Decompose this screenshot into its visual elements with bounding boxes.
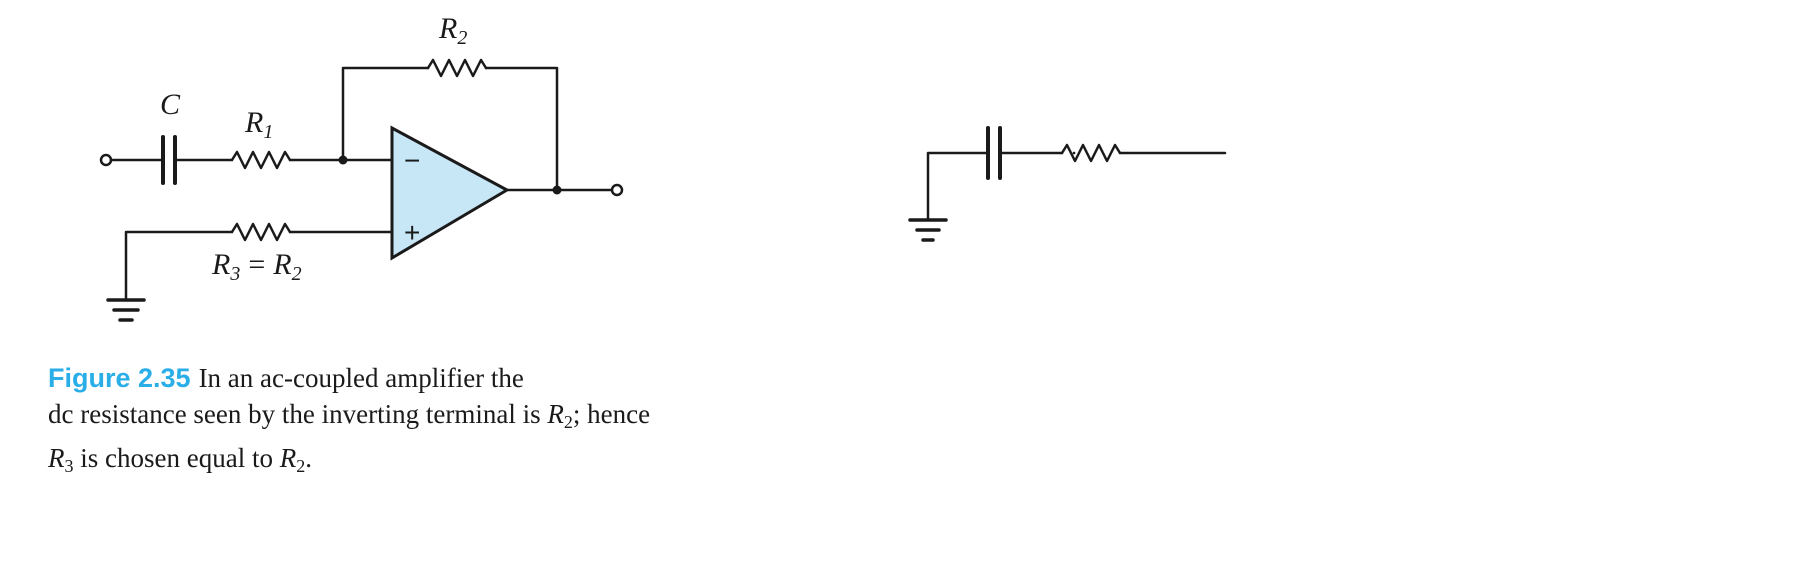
caption-line-1: In an ac-coupled amplifier the	[198, 363, 524, 393]
figure-2-35	[0, 0, 900, 564]
caption-var-r: R	[547, 399, 564, 429]
caption-var-r3: R	[48, 443, 65, 473]
caption-line-3: is chosen equal to	[73, 443, 280, 473]
caption-var-r2: R	[279, 443, 297, 473]
caption-line-3-end: .	[305, 443, 312, 473]
resistor-r3	[232, 224, 290, 240]
figure-2-36	[900, 0, 1820, 564]
caption-sub-2b: 2	[296, 456, 306, 476]
resistor-r2	[428, 60, 486, 76]
op-amp-minus-sign: −	[404, 145, 421, 176]
junction-output	[553, 186, 562, 195]
label-c: C	[160, 88, 181, 121]
label-r2: $R_2$	[439, 12, 468, 49]
caption-figure-2-35	[48, 360, 650, 484]
capacitor-c	[163, 137, 175, 183]
caption-sub-2: 2	[563, 412, 573, 432]
label-r1: $R_1$	[245, 106, 274, 143]
input-terminal	[101, 155, 111, 165]
junction-inverting	[339, 156, 348, 165]
feedback-wire-right	[486, 68, 557, 190]
fig36-canvas	[900, 0, 1820, 390]
label-r3-equals-r2: $R_3 = R_2$	[212, 248, 302, 285]
figure-number-2-35: Figure 2.35	[48, 363, 191, 393]
fig36-circuit	[900, 0, 1820, 390]
resistor-r1	[232, 152, 290, 168]
op-amp-plus-sign: +	[404, 217, 421, 248]
ac-coupled-amplifier-schematic	[0, 0, 900, 340]
ground-symbol	[108, 300, 144, 320]
caption-line-2-end: ; hence	[572, 399, 651, 429]
output-terminal	[612, 185, 622, 195]
caption-line-2: dc resistance seen by the inverting terminal is	[48, 399, 548, 429]
caption-sub-3: 3	[64, 456, 74, 476]
